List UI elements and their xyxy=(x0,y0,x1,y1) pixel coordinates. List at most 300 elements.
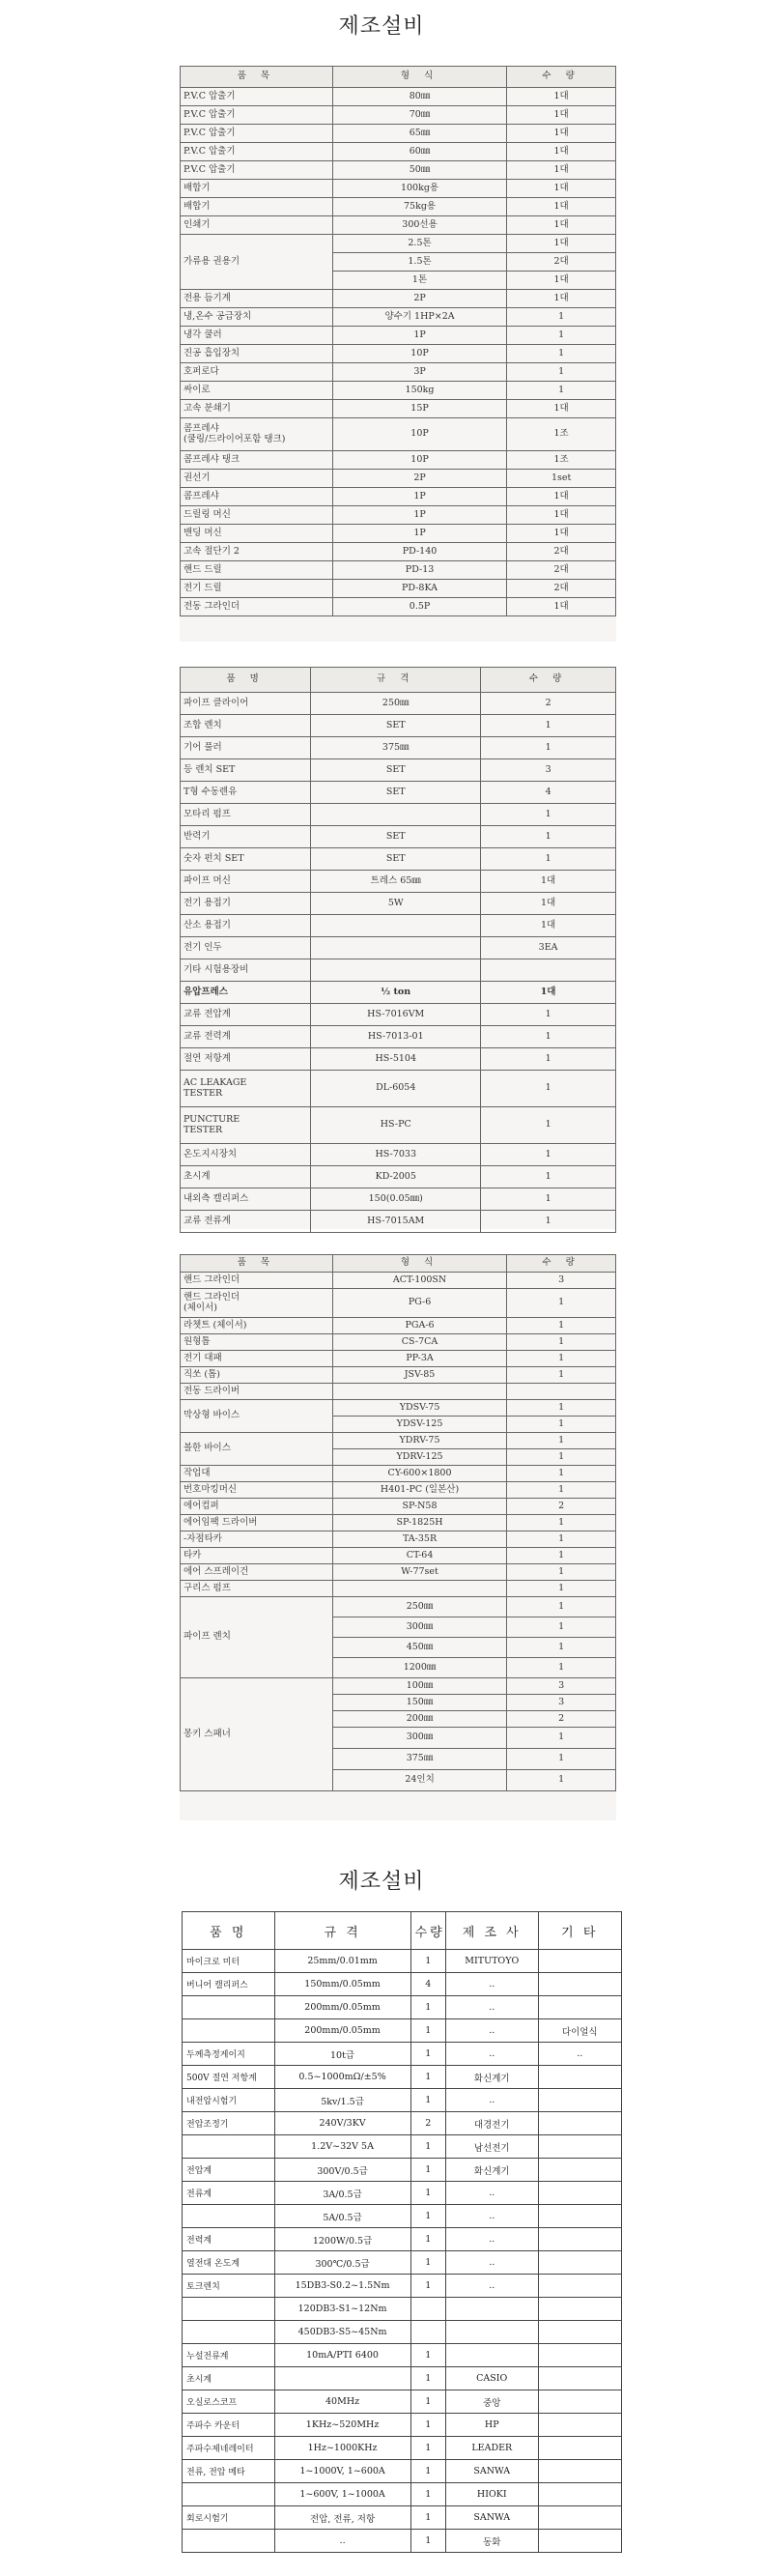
cell-maker: SANWA xyxy=(445,2506,538,2530)
cell-spec: 트레스 65㎜ xyxy=(311,871,481,893)
cell-note xyxy=(538,2228,621,2251)
cell-spec: PD-140 xyxy=(332,543,506,561)
table-row xyxy=(181,1548,616,1564)
table-row xyxy=(183,2228,622,2251)
cell-item: 숫자 펀치 SET xyxy=(181,848,311,871)
table-row xyxy=(181,915,616,937)
cell-item: 전기 용접기 xyxy=(181,893,311,915)
cell-qty: 1 xyxy=(507,1367,616,1384)
cell-qty: 1 xyxy=(481,1048,616,1071)
cell-item: 배합기 xyxy=(181,180,333,198)
table-row xyxy=(181,327,616,345)
table-row xyxy=(181,1107,616,1144)
cell-maker xyxy=(445,2344,538,2367)
cell-maker: .. xyxy=(445,2228,538,2251)
cell-qty: 1 xyxy=(507,1638,616,1658)
cell-spec: 24인치 xyxy=(332,1770,506,1791)
cell-spec: 1톤 xyxy=(332,272,506,290)
cell-qty: 1 xyxy=(507,363,616,382)
cell-spec: 1P xyxy=(332,488,506,506)
cell-item: 가류용 권용기 xyxy=(181,235,333,290)
cell-spec: 300㎜ xyxy=(332,1728,506,1749)
table-row xyxy=(181,308,616,327)
cell-note xyxy=(538,2390,621,2414)
cell-qty: 1 xyxy=(481,1071,616,1107)
cell-qty xyxy=(507,1384,616,1400)
cell-spec: 15DB3-S0.2~1.5Nm xyxy=(274,2275,410,2298)
cell-spec: 65㎜ xyxy=(332,125,506,143)
table-row xyxy=(181,161,616,180)
cell-item: 진공 흡입장치 xyxy=(181,345,333,363)
table-row xyxy=(183,2530,622,2553)
table-row xyxy=(183,1996,622,2019)
table-row xyxy=(181,1678,616,1695)
cell-item: 오실로스코프 xyxy=(183,2390,275,2414)
cell-spec: 1200W/0.5급 xyxy=(274,2228,410,2251)
cell-item: 내외측 캘리퍼스 xyxy=(181,1188,311,1211)
cell-spec: 1P xyxy=(332,525,506,543)
table-row xyxy=(181,893,616,915)
cell-item: 콤프레샤 (쿨링/드라이어포함 탱크) xyxy=(181,418,333,451)
cell-note xyxy=(538,1996,621,2019)
cell-item: 회로시험기 xyxy=(183,2506,275,2530)
cell-item: 전동 드라이버 xyxy=(181,1384,333,1400)
cell-item xyxy=(183,2298,275,2321)
cell-qty: 1 xyxy=(410,2275,445,2298)
cell-note: 다이얼식 xyxy=(538,2019,621,2043)
table-row xyxy=(183,1950,622,1973)
cell-maker: 대경전기 xyxy=(445,2112,538,2135)
cell-item: 고속 절단기 2 xyxy=(181,543,333,561)
cell-qty: 3 xyxy=(481,759,616,782)
cell-qty: 2대 xyxy=(507,561,616,580)
cell-item: 작업대 xyxy=(181,1466,333,1482)
cell-spec: 2P xyxy=(332,470,506,488)
cell-item: 싸이로 xyxy=(181,382,333,400)
cell-qty: 1대 xyxy=(507,216,616,235)
cell-qty: 1 xyxy=(507,327,616,345)
cell-qty: 1 xyxy=(507,1400,616,1417)
cell-qty: 1 xyxy=(507,1597,616,1617)
cell-item: 콤프레샤 xyxy=(181,488,333,506)
cell-spec: PG-6 xyxy=(332,1289,506,1318)
cell-spec: 10t급 xyxy=(274,2043,410,2066)
table-row xyxy=(181,1581,616,1597)
cell-qty: 2 xyxy=(507,1499,616,1515)
cell-spec: 1P xyxy=(332,327,506,345)
cell-item: 버니어 캘리퍼스 xyxy=(183,1973,275,1996)
cell-qty: 1 xyxy=(410,2506,445,2530)
cell-spec: YDSV-125 xyxy=(332,1417,506,1433)
cell-item: 원형톱 xyxy=(181,1334,333,1351)
cell-item: 콤프레샤 탱크 xyxy=(181,451,333,470)
cell-qty: 1 xyxy=(507,1482,616,1499)
table-row xyxy=(181,1597,616,1617)
cell-item: 전압계 xyxy=(183,2159,275,2182)
cell-qty: 1 xyxy=(507,1564,616,1581)
cell-spec: YDRV-125 xyxy=(332,1449,506,1466)
cell-note xyxy=(538,2112,621,2135)
cell-qty: 1 xyxy=(481,1211,616,1233)
table-row xyxy=(181,418,616,451)
cell-qty: 1 xyxy=(507,1728,616,1749)
cell-qty: 3 xyxy=(507,1695,616,1711)
cell-qty: 1 xyxy=(481,848,616,871)
cell-qty: 1대 xyxy=(507,125,616,143)
cell-qty: 1대 xyxy=(481,982,616,1004)
cell-item: 내전압시험기 xyxy=(183,2089,275,2112)
cell-qty xyxy=(410,2321,445,2344)
cell-spec: 3P xyxy=(332,363,506,382)
cell-spec: 0.5~1000mΩ/±5% xyxy=(274,2066,410,2089)
cell-qty: 2 xyxy=(507,1711,616,1728)
cell-spec: 150kg xyxy=(332,382,506,400)
table-row xyxy=(181,1564,616,1581)
cell-spec: 300V/0.5급 xyxy=(274,2159,410,2182)
cell-qty: 1대 xyxy=(481,893,616,915)
cell-qty: 1조 xyxy=(507,418,616,451)
cell-qty: 1 xyxy=(481,1166,616,1188)
cell-qty: 2 xyxy=(481,693,616,715)
cell-item: 타카 xyxy=(181,1548,333,1564)
cell-qty: 1대 xyxy=(507,525,616,543)
cell-qty: 1대 xyxy=(507,180,616,198)
cell-item: 에어 스프레이건 xyxy=(181,1564,333,1581)
cell-qty: 1 xyxy=(481,826,616,848)
cell-item: 전압조정기 xyxy=(183,2112,275,2135)
table-row xyxy=(181,1384,616,1400)
table-row xyxy=(183,2414,622,2437)
table-row xyxy=(181,106,616,125)
cell-note xyxy=(538,2437,621,2460)
cell-qty: 1 xyxy=(481,804,616,826)
cell-item: T형 수동렌유 xyxy=(181,782,311,804)
cell-spec: 300℃/0.5급 xyxy=(274,2251,410,2275)
cell-qty: 1 xyxy=(410,2367,445,2390)
table-row xyxy=(183,2437,622,2460)
cell-spec: 240V/3KV xyxy=(274,2112,410,2135)
cell-item: 교류 전압계 xyxy=(181,1004,311,1026)
cell-note xyxy=(538,2298,621,2321)
cell-spec: SP-1825H xyxy=(332,1515,506,1531)
cell-maker: MITUTOYO xyxy=(445,1950,538,1973)
cell-qty: 1 xyxy=(507,1548,616,1564)
cell-item: 전기 인두 xyxy=(181,937,311,959)
cell-qty: 1대 xyxy=(507,488,616,506)
cell-qty: 1 xyxy=(507,1515,616,1531)
table-row xyxy=(181,871,616,893)
cell-item: AC LEAKAGE TESTER xyxy=(181,1071,311,1107)
cell-item: P.V.C 압출기 xyxy=(181,106,333,125)
cell-qty: 3 xyxy=(507,1273,616,1289)
table-row xyxy=(181,543,616,561)
cell-qty: 2 xyxy=(410,2112,445,2135)
cell-item: 냉각 쿨러 xyxy=(181,327,333,345)
cell-maker: 남선전기 xyxy=(445,2135,538,2159)
cell-maker: SANWA xyxy=(445,2460,538,2483)
cell-spec: 10P xyxy=(332,418,506,451)
cell-qty: 1 xyxy=(410,2205,445,2228)
cell-qty: 1 xyxy=(410,2182,445,2205)
table-row xyxy=(181,1351,616,1367)
cell-maker: .. xyxy=(445,2275,538,2298)
cell-item: 볼한 바이스 xyxy=(181,1433,333,1466)
table-row xyxy=(183,2506,622,2530)
cell-item: 파이프 클라이어 xyxy=(181,693,311,715)
cell-spec: 150㎜ xyxy=(332,1695,506,1711)
cell-spec: 200㎜ xyxy=(332,1711,506,1728)
cell-spec xyxy=(332,1384,506,1400)
table-row xyxy=(183,2205,622,2228)
cell-qty: 2대 xyxy=(507,580,616,598)
cell-spec xyxy=(274,2367,410,2390)
cell-qty: 1 xyxy=(507,308,616,327)
table-row xyxy=(181,1166,616,1188)
cell-item: P.V.C 압출기 xyxy=(181,88,333,106)
cell-spec: 250㎜ xyxy=(311,693,481,715)
cell-qty: 1 xyxy=(507,1658,616,1678)
cell-spec: HS-PC xyxy=(311,1107,481,1144)
cell-spec: YDSV-75 xyxy=(332,1400,506,1417)
cell-item xyxy=(183,2483,275,2506)
cell-item: 호퍼로다 xyxy=(181,363,333,382)
table-row xyxy=(181,804,616,826)
cell-spec: ½ ton xyxy=(311,982,481,1004)
cell-spec: 40MHz xyxy=(274,2390,410,2414)
cell-item xyxy=(183,2321,275,2344)
cell-spec: 5kv/1.5급 xyxy=(274,2089,410,2112)
table-row xyxy=(181,1367,616,1384)
table-row xyxy=(183,2112,622,2135)
table-row xyxy=(181,1531,616,1548)
table-row xyxy=(183,2182,622,2205)
table-row xyxy=(181,580,616,598)
cell-item: 주파수 카운터 xyxy=(183,2414,275,2437)
cell-item: 교류 전력계 xyxy=(181,1026,311,1048)
cell-qty: 1 xyxy=(481,1144,616,1166)
cell-spec: PD-8KA xyxy=(332,580,506,598)
cell-item: 전기 대패 xyxy=(181,1351,333,1367)
cell-spec: 150mm/0.05mm xyxy=(274,1973,410,1996)
cell-note xyxy=(538,2135,621,2159)
cell-qty: 1대 xyxy=(507,506,616,525)
cell-spec: SP-N58 xyxy=(332,1499,506,1515)
table-row xyxy=(181,1289,616,1318)
cell-spec: 200mm/0.05mm xyxy=(274,1996,410,2019)
cell-qty: 1 xyxy=(410,1950,445,1973)
cell-note xyxy=(538,2066,621,2089)
table-row xyxy=(181,1144,616,1166)
header-spec: 형 식 xyxy=(332,67,506,88)
cell-item: 등 렌치 SET xyxy=(181,759,311,782)
table-row xyxy=(183,2043,622,2066)
cell-qty: 1 xyxy=(507,1466,616,1482)
cell-spec: 100kg용 xyxy=(332,180,506,198)
table-row xyxy=(181,345,616,363)
cell-qty: 1 xyxy=(507,1770,616,1791)
cell-spec: SET xyxy=(311,759,481,782)
cell-qty: 1 xyxy=(507,1433,616,1449)
cell-spec: 375㎜ xyxy=(311,737,481,759)
table-row xyxy=(183,2390,622,2414)
cell-spec: 15P xyxy=(332,400,506,418)
cell-spec: HS-7013-01 xyxy=(311,1026,481,1048)
cell-item: P.V.C 압출기 xyxy=(181,143,333,161)
cell-item: 전기 드릴 xyxy=(181,580,333,598)
table-row xyxy=(181,561,616,580)
cell-item: 권선기 xyxy=(181,470,333,488)
cell-qty: 1 xyxy=(410,2251,445,2275)
table-row xyxy=(181,782,616,804)
cell-spec: 5W xyxy=(311,893,481,915)
cell-spec: 전압, 전류, 저항 xyxy=(274,2506,410,2530)
cell-item: 마이크로 미터 xyxy=(183,1950,275,1973)
cell-maker: .. xyxy=(445,2043,538,2066)
cell-qty: 1 xyxy=(410,2483,445,2506)
cell-qty: 1 xyxy=(507,1449,616,1466)
cell-maker: .. xyxy=(445,2182,538,2205)
cell-spec: 120DB3-S1~12Nm xyxy=(274,2298,410,2321)
cell-spec: 25mm/0.01mm xyxy=(274,1950,410,1973)
table-row xyxy=(181,1273,616,1289)
cell-qty: 1대 xyxy=(507,106,616,125)
cell-spec: 50㎜ xyxy=(332,161,506,180)
table-row xyxy=(181,1026,616,1048)
cell-item: 기어 풀러 xyxy=(181,737,311,759)
cell-item: P.V.C 압출기 xyxy=(181,125,333,143)
cell-item: 핸드 드릴 xyxy=(181,561,333,580)
cell-qty: 1 xyxy=(410,2530,445,2553)
cell-item xyxy=(183,1996,275,2019)
cell-maker: .. xyxy=(445,2019,538,2043)
cell-spec xyxy=(332,1581,506,1597)
table-row xyxy=(181,143,616,161)
table-row xyxy=(181,235,616,253)
cell-item: 누설전류계 xyxy=(183,2344,275,2367)
cell-maker: HP xyxy=(445,2414,538,2437)
cell-spec: PD-13 xyxy=(332,561,506,580)
cell-qty: 1set xyxy=(507,470,616,488)
cell-qty: 1 xyxy=(410,2437,445,2460)
table-row xyxy=(181,1466,616,1482)
table-row xyxy=(181,693,616,715)
cell-item xyxy=(183,2530,275,2553)
cell-spec: 양수기 1HP×2A xyxy=(332,308,506,327)
cell-maker: 동화 xyxy=(445,2530,538,2553)
cell-spec: 1~1000V, 1~600A xyxy=(274,2460,410,2483)
cell-qty: 1 xyxy=(410,2066,445,2089)
cell-item: 핸드 그라인더 (체이서) xyxy=(181,1289,333,1318)
table-row xyxy=(181,1482,616,1499)
cell-spec: 3A/0.5급 xyxy=(274,2182,410,2205)
cell-qty: 1 xyxy=(410,2159,445,2182)
cell-item: 번호마킹머신 xyxy=(181,1482,333,1499)
cell-maker xyxy=(445,2298,538,2321)
table-row xyxy=(181,1334,616,1351)
table-row xyxy=(183,2367,622,2390)
cell-spec: 75kg용 xyxy=(332,198,506,216)
table-row xyxy=(183,2066,622,2089)
cell-spec: W-77set xyxy=(332,1564,506,1581)
cell-item: 온도지시장치 xyxy=(181,1144,311,1166)
table-row xyxy=(183,2019,622,2043)
cell-item: 전류, 전압 메타 xyxy=(183,2460,275,2483)
cell-spec: 70㎜ xyxy=(332,106,506,125)
cell-spec: 10P xyxy=(332,451,506,470)
table-row xyxy=(183,2135,622,2159)
table-row xyxy=(181,737,616,759)
cell-item: 유압프레스 xyxy=(181,982,311,1004)
cell-note xyxy=(538,2530,621,2553)
cell-spec xyxy=(311,959,481,982)
table-row xyxy=(181,848,616,871)
cell-spec: 150(0.05㎜) xyxy=(311,1188,481,1211)
cell-maker: 화신계기 xyxy=(445,2159,538,2182)
table-row xyxy=(181,1499,616,1515)
cell-qty: 1 xyxy=(507,1617,616,1638)
cell-qty: 1대 xyxy=(507,598,616,616)
cell-item: 파이프 머신 xyxy=(181,871,311,893)
table-row xyxy=(181,506,616,525)
cell-qty: 1 xyxy=(481,1188,616,1211)
cell-item: 전동 그라인더 xyxy=(181,598,333,616)
cell-item: 구리스 펌프 xyxy=(181,1581,333,1597)
header-spec: 규 격 xyxy=(274,1912,410,1950)
cell-qty: 1대 xyxy=(481,915,616,937)
header-qty: 수량 xyxy=(410,1912,445,1950)
cell-spec: 250㎜ xyxy=(332,1597,506,1617)
equipment-table-2-scan xyxy=(180,667,616,1229)
cell-qty: 1 xyxy=(507,1581,616,1597)
cell-note xyxy=(538,1950,621,1973)
cell-item: -자점타카 xyxy=(181,1531,333,1548)
cell-spec: 1.5톤 xyxy=(332,253,506,272)
cell-item: 주파수제네레이터 xyxy=(183,2437,275,2460)
table-header-row xyxy=(181,1255,616,1273)
table-row xyxy=(181,1188,616,1211)
cell-qty: 2대 xyxy=(507,253,616,272)
cell-qty: 3EA xyxy=(481,937,616,959)
table-row xyxy=(183,2275,622,2298)
cell-item: 드릴링 머신 xyxy=(181,506,333,525)
cell-qty: 1 xyxy=(410,2344,445,2367)
equipment-table-3-scan xyxy=(180,1254,616,1820)
page-title-bottom: 제조설비 xyxy=(338,1870,425,1894)
cell-spec: 2P xyxy=(332,290,506,308)
cell-spec: 80㎜ xyxy=(332,88,506,106)
cell-qty: 1 xyxy=(410,2019,445,2043)
table-row xyxy=(181,470,616,488)
table-row xyxy=(183,2089,622,2112)
cell-spec: 300㎜ xyxy=(332,1617,506,1638)
cell-note xyxy=(538,2414,621,2437)
cell-qty: 1 xyxy=(507,1531,616,1548)
cell-item: 직쏘 (톱) xyxy=(181,1367,333,1384)
table-row xyxy=(181,1048,616,1071)
cell-note xyxy=(538,2251,621,2275)
cell-item: 밴딩 머신 xyxy=(181,525,333,543)
equipment-table-3 xyxy=(180,1254,616,1791)
table-row xyxy=(183,2344,622,2367)
cell-spec: 1.2V~32V 5A xyxy=(274,2135,410,2159)
cell-item: 고속 분쇄기 xyxy=(181,400,333,418)
cell-spec: 1P xyxy=(332,506,506,525)
cell-spec: 1200㎜ xyxy=(332,1658,506,1678)
cell-maker: .. xyxy=(445,2251,538,2275)
cell-qty: 1 xyxy=(410,2390,445,2414)
cell-qty: 1 xyxy=(507,345,616,363)
cell-item xyxy=(183,2019,275,2043)
